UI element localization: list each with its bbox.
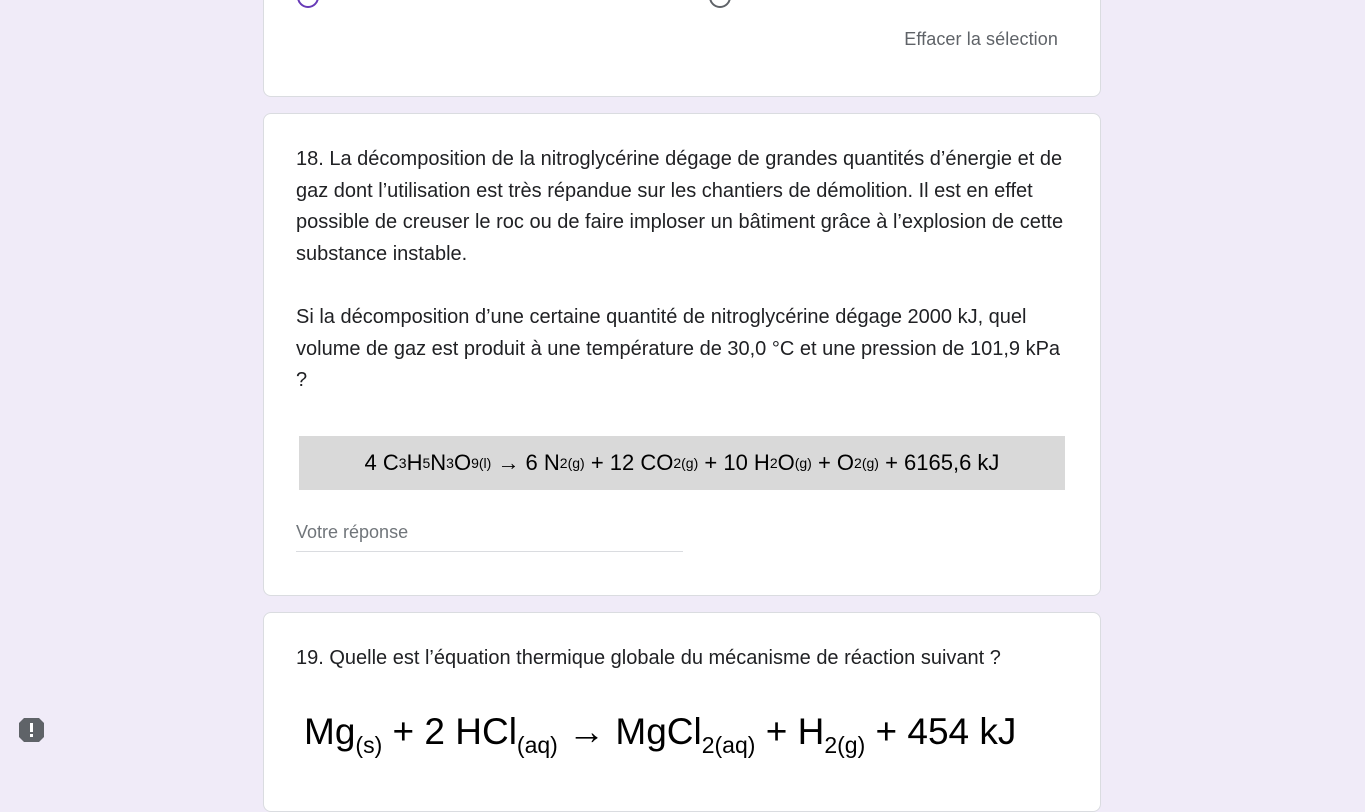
question-18-card — [263, 113, 1101, 596]
reaction-equation-image: 4 C 3 H 5 N 3 O 9(l) → 6 N 2(g) + 12 CO 2(g) + 10 H 2 O (g) + O 2(g) + 6165,6 kJ — [299, 436, 1065, 490]
question-18-text: 18. La décomposition de la nitroglycérine dégage de grandes quantités d’énergie et de gaz dont l’utilisation est très répandue sur les chantiers de démolition. Il est en effet possible de creuser le roc ou de faire imploser un bâtiment grâce à l’explosion de cette substance instable. — [296, 148, 1064, 265]
report-problem-button[interactable] — [17, 716, 46, 744]
answer-input[interactable] — [296, 519, 683, 552]
question-19-text: 19. Quelle est l’équation thermique globale du mécanisme de réaction suivant ? — [296, 647, 1001, 669]
radio-option-icon[interactable] — [709, 0, 731, 8]
clear-selection-button[interactable]: Effacer la sélection — [904, 29, 1058, 49]
previous-question-card — [263, 0, 1101, 97]
question-18-prompt: Si la décomposition d’une certaine quantité de nitroglycérine dégage 2000 kJ, quel volume de gaz est produit à une température de 30,0 °C et une pression de 101,9 kPa ? — [296, 306, 1061, 392]
radio-option-icon[interactable] — [297, 0, 319, 8]
reaction-equation-image: $Mg_{(s)} + 2$ HCl$_{(aq)}$ → MgCl$_{2(aq)}$ + $H_{2(g)} + 454$ kJ — [304, 711, 1017, 758]
report-problem-icon — [17, 716, 46, 744]
question-19-card — [263, 612, 1101, 812]
